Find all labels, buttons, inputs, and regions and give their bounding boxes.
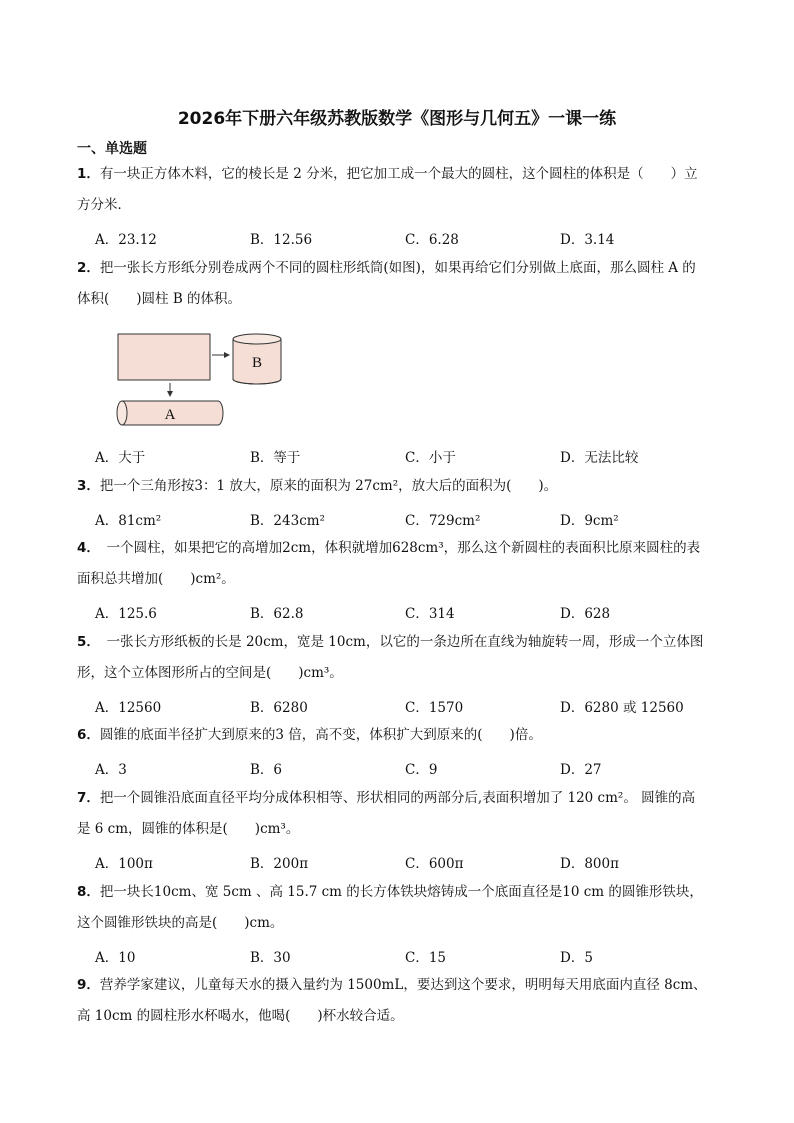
- option-a: A．23.12: [95, 232, 157, 248]
- question-8: [77, 877, 707, 939]
- option-b: B．6280: [250, 700, 308, 716]
- question-text: 把一张长方形纸分别卷成两个不同的圆柱形纸筒(如图)，如果再给它们分别做上底面，那么圆柱 A 的体积( )圆柱 B 的体积。: [77, 260, 696, 307]
- question-number: 3．: [77, 478, 100, 494]
- option-b: B．等于: [250, 450, 301, 466]
- option-b: B．12.56: [250, 232, 313, 248]
- option-a: A．大于: [95, 450, 146, 466]
- option-d: D．27: [560, 762, 602, 778]
- option-c: C．600π: [405, 856, 464, 872]
- question-8-options: [95, 946, 715, 968]
- option-a: A．81cm²: [95, 513, 162, 529]
- option-b: B．6: [250, 762, 283, 778]
- paper-rectangle: [118, 334, 210, 380]
- question-5-options: [95, 696, 715, 718]
- cylinder-b-label: B: [251, 355, 263, 371]
- option-a: A．125.6: [95, 606, 157, 622]
- section-heading: 一、单选题: [77, 141, 147, 157]
- question-3-options: [95, 509, 715, 531]
- cylinder-b-top: [233, 334, 281, 344]
- option-d: D．800π: [560, 856, 619, 872]
- question-text: 一张长方形纸板的长是 20cm，宽是 10cm，以它的一条边所在直线为轴旋转一周，形成一个立体图形，这个立体图形所占的空间是( )cm³。: [77, 634, 704, 681]
- cylinder-a-label: A: [164, 407, 176, 423]
- option-b: B．30: [250, 950, 291, 966]
- option-d: D．6280 或 12560: [560, 700, 684, 716]
- question-1-options: [95, 228, 715, 250]
- option-c: C．314: [405, 606, 455, 622]
- option-b: B．243cm²: [250, 513, 325, 529]
- option-a: A．10: [95, 950, 136, 966]
- question-9: [77, 970, 707, 1032]
- question-6-options: [95, 758, 715, 780]
- worksheet-title: 2026年下册六年级苏教版数学《图形与几何五》一课一练: [177, 109, 617, 129]
- question-text: 圆锥的底面半径扩大到原来的3 倍，高不变，体积扩大到原来的( )倍。: [99, 727, 542, 743]
- question-2: [77, 253, 707, 315]
- option-c: C．15: [405, 950, 447, 966]
- question-number: 1．: [77, 166, 100, 182]
- question-number: 9．: [77, 977, 100, 993]
- option-c: C．9: [405, 762, 438, 778]
- option-b: B．200π: [250, 856, 309, 872]
- question-1: [77, 159, 707, 221]
- option-d: D．无法比较: [560, 450, 639, 466]
- option-c: C．6.28: [405, 232, 459, 248]
- option-a: A．12560: [95, 700, 162, 716]
- option-d: D．3.14: [560, 232, 615, 248]
- option-c: C．729cm²: [405, 513, 481, 529]
- question-4: [77, 533, 707, 595]
- question-5: [77, 627, 707, 689]
- cylinder-a-end: [117, 401, 127, 425]
- arrow-down-head-icon: [167, 391, 173, 397]
- option-d: D．9cm²: [560, 513, 619, 529]
- question-text: 把一块长10cm、宽 5cm 、高 15.7 cm 的长方体铁块熔铸成一个底面直径是10 cm 的圆锥形铁块，这个圆锥形铁块的高是( )cm。: [77, 884, 703, 931]
- question-3: [77, 471, 707, 502]
- option-d: D．628: [560, 606, 611, 622]
- arrow-right-head-icon: [224, 352, 230, 358]
- question-number: 8．: [77, 884, 100, 900]
- question-4-options: [95, 602, 715, 624]
- option-b: B．62.8: [250, 606, 304, 622]
- question-text: 一个圆柱，如果把它的高增加2cm，体积就增加628cm³，那么这个新圆柱的表面积比原来圆柱的表面积总共增加( )cm²。: [77, 540, 701, 587]
- cylinder-figure: [112, 328, 290, 430]
- option-c: C．1570: [405, 700, 464, 716]
- question-number: 6．: [77, 727, 100, 743]
- question-text: 有一块正方体木料，它的棱长是 2 分米，把它加工成一个最大的圆柱，这个圆柱的体积是（ ）立方分米．: [77, 166, 698, 213]
- question-text: 把一个圆锥沿底面直径平均分成体积相等、形状相同的两部分后,表面积增加了 120 cm²。 圆锥的高是 6 cm，圆锥的体积是( )cm³。: [77, 790, 696, 837]
- question-number: 4．: [77, 540, 94, 556]
- question-number: 5．: [77, 634, 94, 650]
- question-6: [77, 720, 707, 751]
- option-d: D．5: [560, 950, 593, 966]
- question-2-options: [95, 446, 715, 468]
- option-a: A．100π: [95, 856, 153, 872]
- question-number: 2．: [77, 260, 100, 276]
- question-number: 7．: [77, 790, 100, 806]
- question-7: [77, 783, 707, 845]
- question-text: 把一个三角形按3：1 放大，原来的面积为 27cm²，放大后的面积为( )。: [99, 478, 558, 494]
- question-text: 营养学家建议，儿童每天水的摄入量约为 1500mL，要达到这个要求，明明每天用底面内直径 8cm、高 10cm 的圆柱形水杯喝水，他喝( )杯水较合适。: [77, 977, 707, 1024]
- option-a: A．3: [95, 762, 127, 778]
- question-7-options: [95, 852, 715, 874]
- option-c: C．小于: [405, 450, 456, 466]
